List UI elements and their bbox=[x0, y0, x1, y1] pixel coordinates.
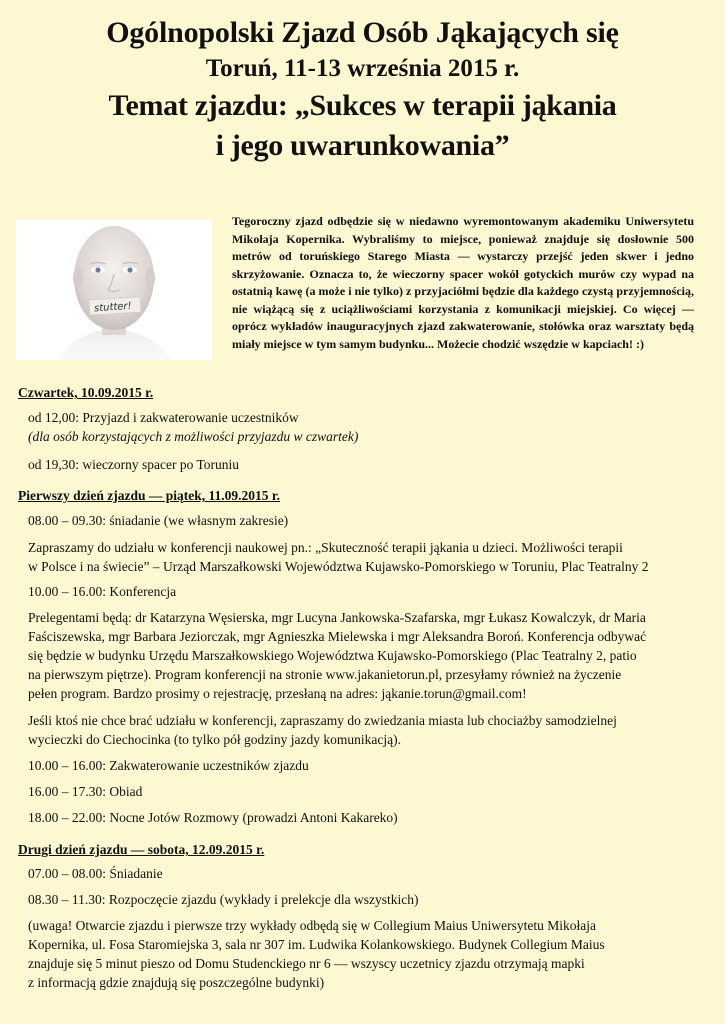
mouth-tape-text: stutter! bbox=[93, 300, 132, 315]
friday-speakers-line-1: Prelegentami będą: dr Katarzyna Węsierska, mgr Lucyna Jankowska-Szafarska, mgr Łukasz Kowalczyk, dr Maria bbox=[28, 610, 646, 625]
friday-item-5: 18.00 – 22.00: Nocne Jotów Rozmowy (prowadzi Antoni Kakareko) bbox=[28, 810, 398, 825]
friday-alt-line-2: wycieczki do Ciechocinka (to tylko pół godziny jazdy komunikacją). bbox=[28, 732, 402, 747]
thursday-heading: Czwartek, 10.09.2015 r. bbox=[18, 385, 154, 400]
friday-speakers-line-2: Faściszewska, mgr Barbara Jeziorczak, mgr Agnieszka Mielewska i mgr Aleksandra Boroń. Konferencja odbywać bbox=[28, 629, 647, 644]
stutter-photo bbox=[16, 220, 212, 360]
page-title: Ogólnopolski Zjazd Osób Jąkających się bbox=[106, 16, 619, 49]
event-date-place: Toruń, 11-13 września 2015 r. bbox=[205, 55, 520, 82]
friday-speakers-line-4: na pierwszym piętrze). Program konferencji na stronie www.jakanietorun.pl, przesyłamy również na życzenie bbox=[28, 667, 622, 682]
thursday-item-1-note: (dla osób korzystających z możliwości przyjazdu w czwartek) bbox=[28, 429, 359, 444]
saturday-heading: Drugi dzień zjazdu — sobota, 12.09.2015 r. bbox=[18, 842, 265, 857]
friday-alt-line-1: Jeśli ktoś nie chce brać udziału w konferencji, zapraszamy do zwiedzania miasta lub chociażby samodzielnej bbox=[28, 713, 617, 728]
saturday-note-line-4: z informacją gdzie znajdują się poszczególne budynki) bbox=[28, 975, 325, 990]
saturday-item-1: 07.00 – 08.00: Śniadanie bbox=[28, 866, 163, 881]
thursday-item-2: od 19,30: wieczorny spacer po Toruniu bbox=[28, 457, 240, 472]
friday-speakers-line-5: pełen program. Bardzo prosimy o rejestrację, przesłaną na adres: jąkanie.torun@gmail.com! bbox=[28, 686, 527, 701]
friday-conference-line-2: w Polsce i na świecie” – Urząd Marszałkowski Województwa Kujawsko-Pomorskiego w Toruniu, Plac Teatralny 2 bbox=[28, 559, 649, 574]
saturday-note-line-1: (uwaga! Otwarcie zjazdu i pierwsze trzy wykłady odbędą się w Collegium Maius Uniwersytetu Mikołaja bbox=[28, 918, 596, 933]
friday-item-4: 16.00 – 17.30: Obiad bbox=[28, 784, 143, 799]
friday-speakers-line-3: się będzie w budynku Urzędu Marszałkowskiego Województwa Kujawsko-Pomorskiego (Plac Teatralny 2, patio bbox=[28, 648, 637, 663]
intro-paragraph: Tegoroczny zjazd odbędzie się w niedawno wyremontowanym akademiku Uniwersytetu Mikołaja Kopernika. Wybraliśmy to miejsce, ponieważ znajduje się dosłownie 500 metrów od toruńskiego Starego Miasta — wystarczy przejść jeden skwer i jedno skrzyżowanie. Oznacza to, że wieczorny spacer wokół gotyckich murów czy wypad na ostatnią kawę (a może i nie tylko) z przyjaciółmi będzie dla każdego czystą przyjemnością, nie wiążącą się z uciążliwościami korzystania z komunikacji miejskiej. Co więcej — oprócz wykładów inauguracyjnych zjazd zakwaterowanie, stołówka oraz warsztaty będą miały miejsce w tym samym budynku... Możecie chodzić wszędzie w kapciach! :) bbox=[232, 214, 694, 351]
friday-heading: Pierwszy dzień zjazdu — piątek, 11.09.2015 r. bbox=[18, 488, 280, 503]
friday-item-2: 10.00 – 16.00: Konferencja bbox=[28, 584, 177, 599]
face-illustration-icon bbox=[16, 220, 212, 360]
thursday-item-1: od 12,00: Przyjazd i zakwaterowanie uczestników bbox=[28, 410, 299, 425]
theme-line-2: i jego uwarunkowania” bbox=[215, 129, 510, 162]
friday-item-3: 10.00 – 16.00: Zakwaterowanie uczestników zjazdu bbox=[28, 758, 309, 773]
saturday-item-2: 08.30 – 11.30: Rozpoczęcie zjazdu (wykłady i prelekcje dla wszystkich) bbox=[28, 892, 419, 907]
friday-item-1: 08.00 – 09.30: śniadanie (we własnym zakresie) bbox=[28, 513, 289, 528]
saturday-note-line-2: Kopernika, ul. Fosa Staromiejska 3, sala nr 307 im. Ludwika Kolankowskiego. Budynek Collegium Maius bbox=[28, 937, 605, 952]
saturday-note-line-3: znajduje się 5 minut pieszo od Domu Studenckiego nr 6 — wszyscy uczetnicy zjazdu otrzymają mapki bbox=[28, 956, 585, 971]
theme-line-1: Temat zjazdu: „Sukces w terapii jąkania bbox=[108, 89, 617, 122]
title-block bbox=[0, 14, 725, 166]
friday-conference-line-1: Zapraszamy do udziału w konferencji naukowej pn.: „Skuteczność terapii jąkania u dzieci. Możliwości terapii bbox=[28, 540, 623, 555]
